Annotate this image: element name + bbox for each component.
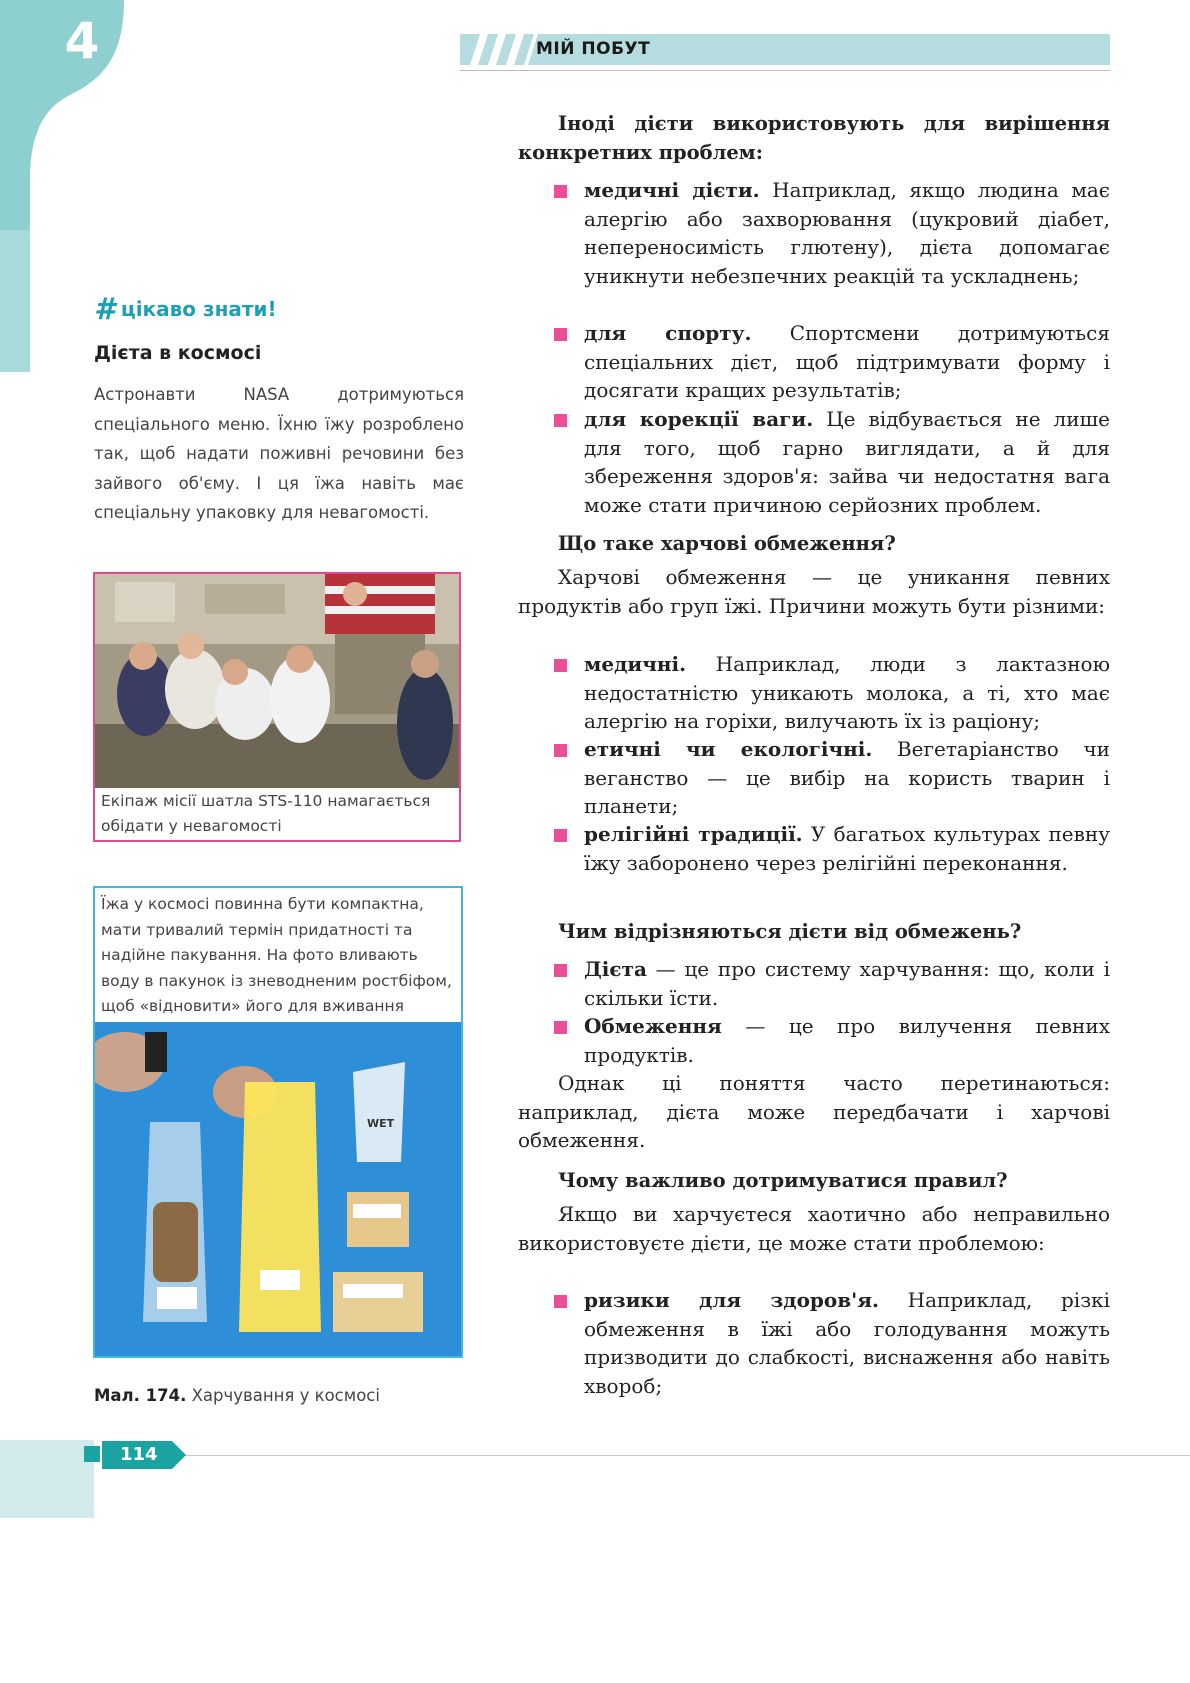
bullet-text: Наприклад, люди з лактазною недостатністю уникають молока, а ті, хто має алергію на горіхи, вилучають їх із раціону; [584, 652, 1110, 733]
fact-heading-label: цікаво знати! [120, 297, 277, 321]
figure-caption-label: Мал. 174. [94, 1386, 187, 1405]
fact-title: Дієта в космосі [94, 342, 262, 364]
bullet-text: — це про систему харчування: що, коли і скільки їсти. [584, 957, 1110, 1010]
bullet-term: релігійні традиції. [584, 822, 803, 846]
bullet-text: Це відбувається не лише для того, щоб гарно виглядати, а й для збереження здоров'я: зайва чи недостатня вага може стати причиною серйозних проблем. [584, 407, 1110, 517]
bullet-term: етичні чи екологічні. [584, 737, 873, 761]
list-item [584, 820, 1110, 877]
figure-caption [94, 1386, 380, 1405]
photo-astronauts-frame [93, 572, 461, 842]
bullet-square-icon [554, 1295, 567, 1308]
paragraph [518, 563, 1110, 620]
paragraph [518, 1069, 1110, 1155]
list-item [584, 735, 1110, 821]
bullet-term: Обмеження [584, 1014, 722, 1038]
bullet-text: — це про вилучення певних продуктів. [584, 1014, 1110, 1067]
bullet-text: Наприклад, якщо людина має алергію або захворювання (цукровий діабет, непереносимість глютену), дієта допомагає уникнути небезпечних реакцій та ускладнень; [584, 178, 1110, 288]
bullet-term: медичні. [584, 652, 687, 676]
chapter-number: 4 [64, 12, 100, 70]
footer-rule [160, 1455, 1190, 1456]
bullet-term: медичні дієти. [584, 178, 760, 202]
bullet-term: для спорту. [584, 321, 752, 345]
header-stripes-decoration [462, 34, 542, 65]
figure-caption-text: Харчування у космосі [186, 1386, 380, 1405]
footer-square-icon [84, 1446, 100, 1462]
question-heading: Чому важливо дотримуватися правил? [558, 1169, 1008, 1192]
intro-heading [518, 110, 1110, 167]
photo-astronauts-caption: Екіпаж місії шатла STS-110 намагається обідати у невагомості [101, 792, 431, 835]
list-item [584, 1286, 1110, 1400]
bullet-square-icon [554, 414, 567, 427]
bullet-term: для корекції ваги. [584, 407, 814, 431]
bullet-square-icon [554, 964, 567, 977]
bullet-text: Наприклад, різкі обмеження в їжі або голодування можуть призводити до слабкості, виснаження або навіть хвороб; [584, 1288, 1110, 1398]
paragraph [518, 1200, 1110, 1257]
footer-block [0, 1440, 94, 1518]
section-title: МІЙ ПОБУТ [536, 39, 651, 59]
intro-text: Іноді дієти використовують для вирішення конкретних проблем: [518, 112, 1110, 164]
bullet-square-icon [554, 744, 567, 757]
list-item [584, 176, 1110, 290]
photo-space-food-caption: Їжа у космосі повинна бути компактна, мати тривалий термін придатності та надійне пакування. На фото вливають воду в пакунок із зневодненим ростбіфом, щоб «відновити» його для вживання [101, 895, 452, 1015]
wet-packet-label: WET [367, 1117, 395, 1130]
bullet-square-icon [554, 185, 567, 198]
bullet-square-icon [554, 328, 567, 341]
fact-heading [94, 292, 277, 327]
list-item [584, 955, 1110, 1012]
list-item [584, 319, 1110, 405]
astronauts-dining-photo [95, 574, 459, 788]
question-heading: Чим відрізняються дієти від обмежень? [558, 920, 1022, 943]
bullet-square-icon [554, 659, 567, 672]
list-item [584, 405, 1110, 519]
list-item [584, 1012, 1110, 1069]
hash-icon: # [94, 292, 115, 327]
list-item [584, 650, 1110, 736]
bullet-square-icon [554, 1021, 567, 1034]
paragraph-text: Харчові обмеження — це уникання певних продуктів або груп їжі. Причини можуть бути різними: [518, 565, 1110, 618]
bullet-text: Вегетаріанство чи веганство — це вибір на користь тварин і планети; [584, 737, 1110, 818]
bullet-term: ризики для здоров'я. [584, 1288, 879, 1312]
paragraph-text: Якщо ви харчуєтеся хаотично або неправильно використовуєте дієти, це може стати проблемою: [518, 1202, 1110, 1255]
fact-text: Астронавти NASA дотримуються спеціального меню. Їхню їжу розроблено так, щоб надати поживні речовини без зайвого об'єму. І ця їжа навіть має спеціальну упаковку для невагомості. [94, 385, 464, 522]
question-heading: Що таке харчові обмеження? [558, 532, 896, 555]
bullet-text: Спортсмени дотримуються спеціальних дієт, щоб підтримувати форму і досягати кращих результатів; [584, 321, 1110, 402]
bullet-square-icon [554, 829, 567, 842]
page-number: 114 [120, 1444, 158, 1465]
bullet-term: Дієта [584, 957, 647, 981]
bullet-text: У багатьох культурах певну їжу заборонено через релігійні переконання. [584, 822, 1110, 875]
header-rule [460, 70, 1110, 71]
space-food-packets-photo [95, 1022, 461, 1356]
paragraph-text: Однак ці поняття часто перетинаються: наприклад, дієта може передбачати і харчові обмеження. [518, 1071, 1110, 1152]
photo-space-food-frame [93, 886, 463, 1358]
